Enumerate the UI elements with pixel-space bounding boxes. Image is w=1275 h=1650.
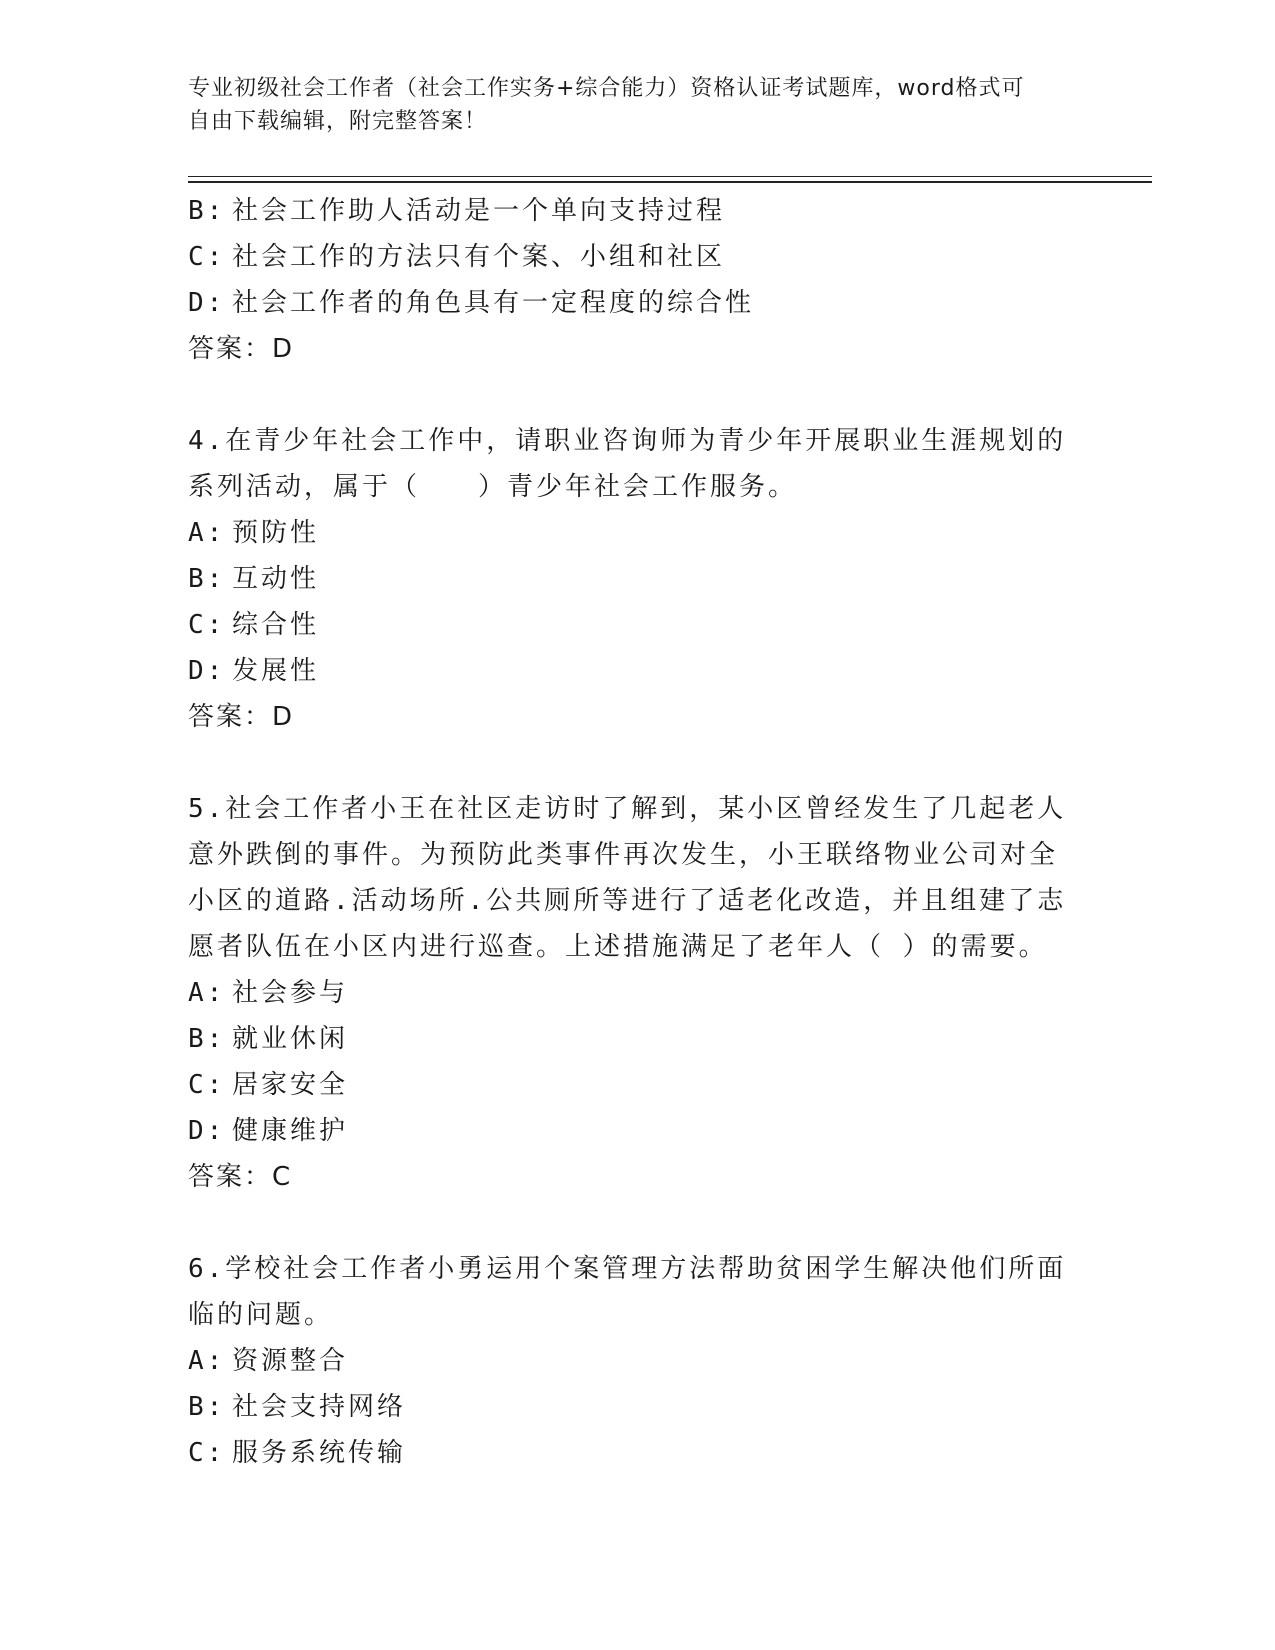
option-b xyxy=(188,1016,1088,1062)
option-text: 社会参与 xyxy=(232,978,349,1008)
question-4 xyxy=(188,418,1088,740)
option-text: 资源整合 xyxy=(232,1346,349,1376)
option-label: A: xyxy=(188,518,226,548)
option-d xyxy=(188,648,1088,694)
question-4-stem-line-2: 系列活动，属于（ ）青少年社会工作服务。 xyxy=(188,472,798,502)
option-label: B: xyxy=(188,1392,226,1422)
option-text: 服务系统传输 xyxy=(232,1438,407,1468)
question-content xyxy=(188,188,1088,1476)
option-label: D: xyxy=(188,656,226,686)
question-6-stem-line-1: 6.学校社会工作者小勇运用个案管理方法帮助贫困学生解决他们所面 xyxy=(188,1254,1067,1284)
option-text: 就业休闲 xyxy=(232,1024,349,1054)
question-6 xyxy=(188,1246,1088,1476)
option-b xyxy=(188,1384,1088,1430)
header-rule-thick xyxy=(188,181,1152,183)
option-c xyxy=(188,1062,1088,1108)
option-label: B: xyxy=(188,196,226,226)
option-b xyxy=(188,188,1088,234)
option-label: C: xyxy=(188,1438,226,1468)
question-3-options xyxy=(188,188,1088,372)
option-label: D: xyxy=(188,1116,226,1146)
option-text: 社会工作的方法只有个案、小组和社区 xyxy=(232,242,726,272)
header-rule-thin xyxy=(188,176,1152,177)
option-text: 社会工作助人活动是一个单向支持过程 xyxy=(232,196,726,226)
option-label: C: xyxy=(188,242,226,272)
question-5-stem-line-3: 小区的道路.活动场所.公共厕所等进行了适老化改造，并且组建了志 xyxy=(188,886,1067,916)
option-label: C: xyxy=(188,1070,226,1100)
option-label: A: xyxy=(188,978,226,1008)
option-a xyxy=(188,970,1088,1016)
option-text: 社会支持网络 xyxy=(232,1392,407,1422)
option-text: 健康维护 xyxy=(232,1116,349,1146)
option-a xyxy=(188,1338,1088,1384)
option-text: 居家安全 xyxy=(232,1070,349,1100)
question-5-answer: 答案：C xyxy=(188,1162,293,1192)
option-b xyxy=(188,556,1088,602)
option-text: 发展性 xyxy=(232,656,320,686)
option-c xyxy=(188,1430,1088,1476)
header-line-2: 自由下载编辑，附完整答案！ xyxy=(188,109,488,134)
document-header xyxy=(188,72,1088,138)
option-d xyxy=(188,1108,1088,1154)
option-d xyxy=(188,280,1088,326)
option-text: 预防性 xyxy=(232,518,320,548)
option-label: B: xyxy=(188,1024,226,1054)
option-label: A: xyxy=(188,1346,226,1376)
option-a xyxy=(188,510,1088,556)
option-label: B: xyxy=(188,564,226,594)
question-3-answer: 答案：D xyxy=(188,334,295,364)
option-label: C: xyxy=(188,610,226,640)
option-label: D: xyxy=(188,288,226,318)
option-text: 综合性 xyxy=(232,610,320,640)
option-c xyxy=(188,234,1088,280)
question-4-stem-line-1: 4.在青少年社会工作中，请职业咨询师为青少年开展职业生涯规划的 xyxy=(188,426,1067,456)
question-5-stem-line-1: 5.社会工作者小王在社区走访时了解到，某小区曾经发生了几起老人 xyxy=(188,794,1067,824)
question-5-stem-line-2: 意外跌倒的事件。为预防此类事件再次发生，小王联络物业公司对全 xyxy=(188,840,1059,870)
option-c xyxy=(188,602,1088,648)
header-line-1: 专业初级社会工作者（社会工作实务+综合能力）资格认证考试题库，word格式可 xyxy=(188,76,1025,101)
question-5 xyxy=(188,786,1088,1200)
question-4-answer: 答案：D xyxy=(188,702,295,732)
option-text: 社会工作者的角色具有一定程度的综合性 xyxy=(232,288,755,318)
option-text: 互动性 xyxy=(232,564,320,594)
question-6-stem-line-2: 临的问题。 xyxy=(188,1300,334,1330)
question-5-stem-line-4: 愿者队伍在小区内进行巡查。上述措施满足了老年人（ ）的需要。 xyxy=(188,932,1048,962)
